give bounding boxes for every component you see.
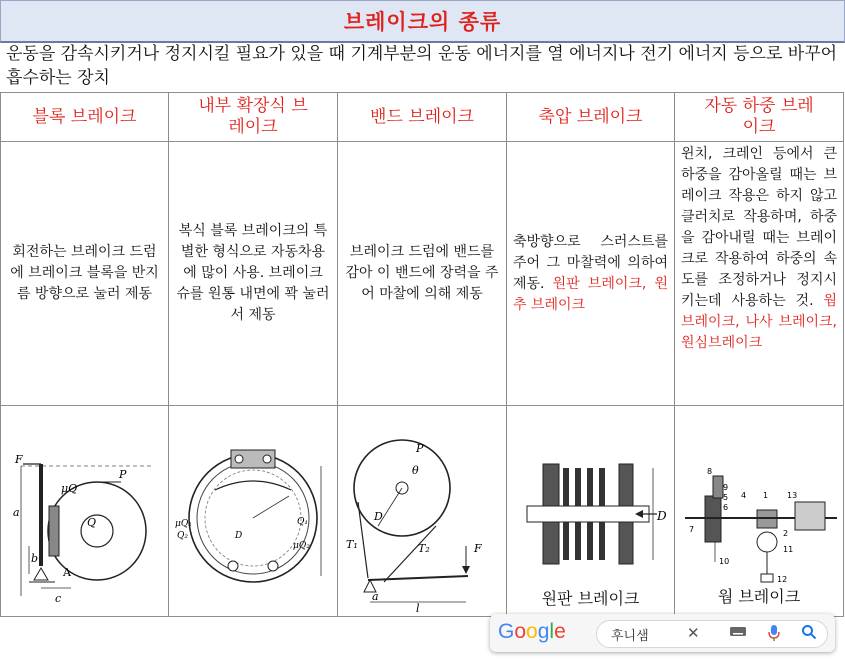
google-search-bar xyxy=(490,614,835,652)
label-6: 6 xyxy=(723,503,729,512)
search-icon[interactable] xyxy=(801,624,817,644)
label-a: a xyxy=(372,590,379,603)
disc-brake-diagram xyxy=(507,406,675,586)
desc-axial-brake: 축방향으로 스러스트를 주어 그 마찰력에 의하여 제동. 원판 브레이크, 원추 브레이크 xyxy=(507,142,675,406)
label-11: 11 xyxy=(783,545,794,554)
label-c: c xyxy=(55,592,62,605)
desc-internal-expanding-brake: 복식 블록 브레이크의 특별한 형식으로 자동차용에 많이 사용. 브레이크 슈를 원통 내면에 꽉 눌러서 제동 xyxy=(169,142,338,406)
label-b: b xyxy=(31,552,39,565)
search-input[interactable] xyxy=(596,620,828,648)
label-D: D xyxy=(374,510,383,523)
search-query: 후니샘 xyxy=(611,629,649,644)
label-a: a xyxy=(13,506,20,519)
figure-cell-worm xyxy=(675,406,844,617)
keyboard-icon[interactable] xyxy=(729,624,747,642)
label-10: 10 xyxy=(719,557,730,566)
label-l: l xyxy=(416,602,420,615)
google-logo-letter: e xyxy=(554,620,566,643)
label-Q: Q xyxy=(87,516,97,529)
label-F: F xyxy=(15,453,23,466)
block-brake-diagram xyxy=(1,406,169,616)
header-block-brake: 블록 브레이크 xyxy=(1,93,169,142)
label-2: 2 xyxy=(783,529,789,538)
label-4: 4 xyxy=(741,491,747,500)
label-Q2: Q₂ xyxy=(177,531,188,541)
label-1: 1 xyxy=(763,491,769,500)
disc-brake-caption: 원판 브레이크 xyxy=(541,589,640,608)
google-logo-letter: o xyxy=(526,620,538,643)
header-internal-expanding-brake: 내부 확장식 브레이크 xyxy=(169,93,338,142)
google-logo-letter: l xyxy=(549,620,555,643)
google-logo[interactable] xyxy=(498,620,566,644)
label-Q1: Q₁ xyxy=(297,517,308,527)
header-band-brake: 밴드 브레이크 xyxy=(338,93,507,142)
band-brake-diagram xyxy=(338,406,507,616)
figure-cell-block xyxy=(1,406,169,617)
close-icon[interactable]: ✕ xyxy=(687,624,700,642)
label-D: D xyxy=(657,509,667,523)
label-P: P xyxy=(119,468,127,481)
label-12: 12 xyxy=(777,575,788,584)
page-title-bar xyxy=(0,0,845,43)
label-T1: T₁ xyxy=(346,538,358,551)
label-F: F xyxy=(474,542,482,555)
google-logo-letter: o xyxy=(514,620,527,643)
figure-cell-disc xyxy=(507,406,675,617)
description-row xyxy=(1,142,844,406)
label-5: 5 xyxy=(723,493,729,502)
figure-row xyxy=(1,406,844,617)
header-axial-brake: 축압 브레이크 xyxy=(507,93,675,142)
label-uQ: μQ xyxy=(61,482,78,495)
label-uQ2: μQ₂ xyxy=(293,541,310,551)
google-logo-letter: g xyxy=(537,620,550,643)
desc-band-brake: 브레이크 드럼에 밴드를 감아 이 밴드에 장력을 주어 마찰에 의해 제동 xyxy=(338,142,507,406)
label-T2: T₂ xyxy=(418,542,430,555)
definition-text: 운동을 감속시키거나 정지시킬 필요가 있을 때 기계부분의 운동 에너지를 열 에너지나 전기 에너지 등으로 바꾸어 흡수하는 장치 xyxy=(6,44,838,88)
worm-brake-caption: 웜 브레이크 xyxy=(717,587,801,606)
label-theta: θ xyxy=(412,464,419,477)
load-brake-examples: 웜 브레이크, 나사 브레이크, 원심브레이크 xyxy=(681,293,838,351)
label-P: P xyxy=(416,442,424,455)
desc-block-brake: 회전하는 브레이크 드럼에 브레이크 블록을 반지름 방향으로 눌러 제동 xyxy=(1,142,169,406)
label-13: 13 xyxy=(787,491,798,500)
axial-brake-examples: 원판 브레이크, 원추 브레이크 xyxy=(513,275,668,313)
label-uQ1: μQ₁ xyxy=(175,519,192,529)
label-7: 7 xyxy=(689,525,695,534)
worm-brake-diagram xyxy=(675,406,844,586)
desc-automatic-load-brake: 윈치, 크레인 등에서 큰 하중을 감아올릴 때는 브레이크 작용은 하지 않고 클러치로 작용하며, 하중을 감아내릴 때는 브레이크로 작용하여 하중의 속도를 조정하거나 정지시키는데 사용하는 것. 웜 브레이크, 나사 브레이크, 원심브레이크 xyxy=(675,142,844,406)
brake-types-table xyxy=(0,92,844,617)
mic-icon[interactable] xyxy=(767,624,781,646)
internal-expanding-brake-diagram xyxy=(169,406,338,616)
header-automatic-load-brake: 자동 하중 브레이크 xyxy=(675,93,844,142)
label-D: D xyxy=(235,531,243,541)
label-8: 8 xyxy=(707,467,713,476)
label-A: A xyxy=(63,566,71,579)
header-row xyxy=(1,93,844,142)
figure-cell-internal xyxy=(169,406,338,617)
google-logo-letter: G xyxy=(498,620,515,643)
page-title: 브레이크의 종류 xyxy=(343,10,502,34)
label-9: 9 xyxy=(723,483,729,492)
figure-cell-band xyxy=(338,406,507,617)
